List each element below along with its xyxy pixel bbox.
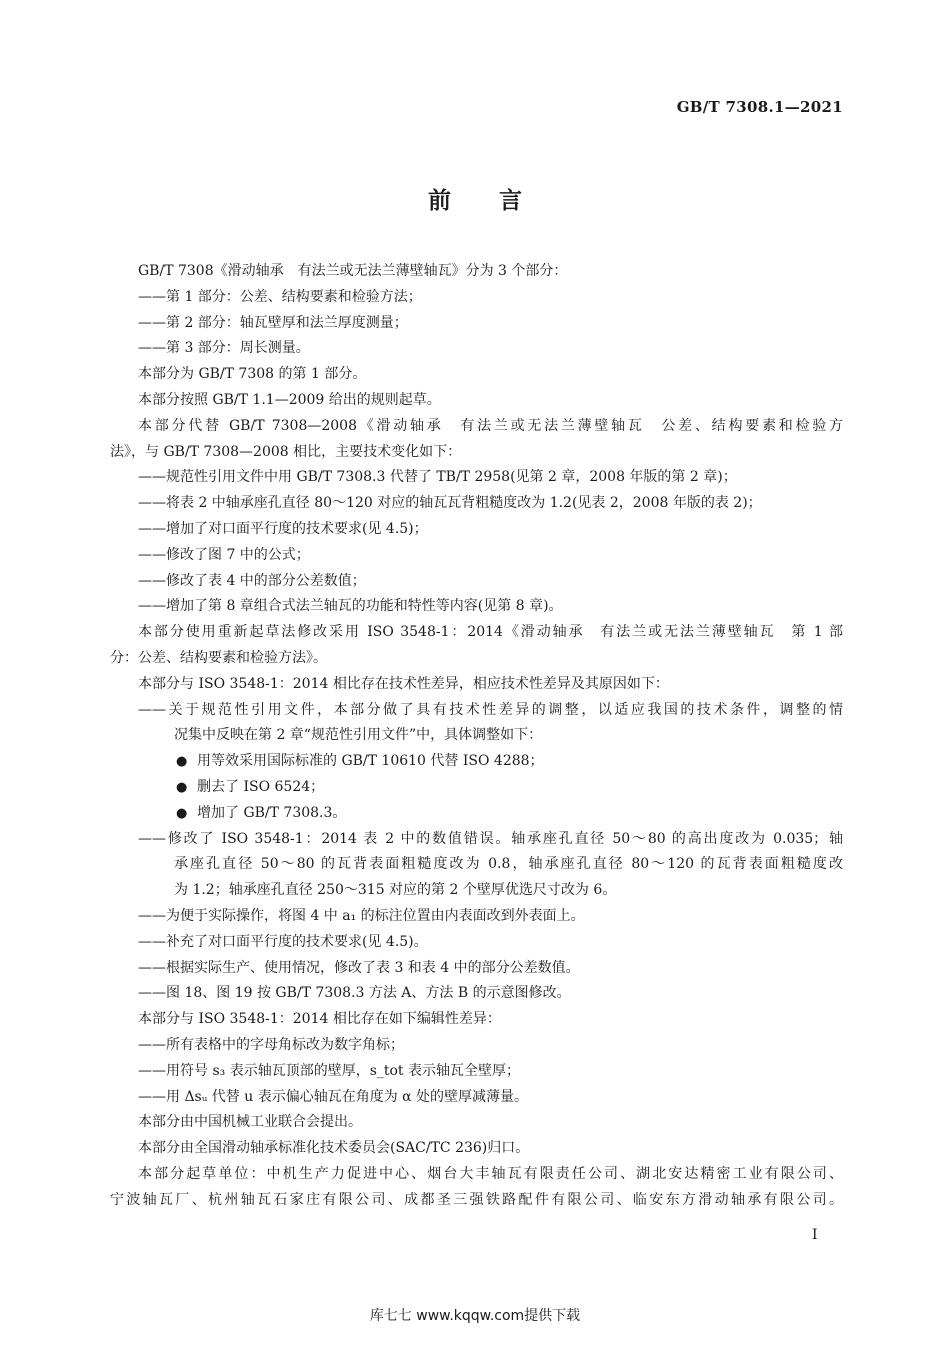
- list-item: ——根据实际生产、使用情况，修改了表 3 和表 4 中的部分公差数值。: [138, 959, 580, 976]
- list-item: ——修改了图 7 中的公式；: [138, 546, 310, 563]
- list-item: ——将表 2 中轴承座孔直径 80～120 对应的轴瓦瓦背粗糙度改为 1.2(见表 2，2008 年版的表 2)；: [138, 495, 762, 512]
- list-item: ——补充了对口面平行度的技术要求(见 4.5)。: [138, 933, 428, 950]
- standard-code: GB/T 7308.1—2021: [676, 98, 843, 116]
- page-title: 前言: [428, 188, 570, 214]
- paragraph: 本部分由全国滑动轴承标准化技术委员会(SAC/TC 236)归口。: [138, 1140, 530, 1157]
- paragraph: 本部分由中国机械工业联合会提出。: [138, 1114, 362, 1131]
- list-item: ——用符号 s₃ 表示轴瓦顶部的壁厚，s_tot 表示轴瓦全壁厚；: [138, 1062, 521, 1079]
- list-item: ——用 Δsᵤ 代替 u 表示偏心轴瓦在角度为 α 处的壁厚减薄量。: [138, 1088, 529, 1105]
- foreword-body: [110, 259, 843, 1213]
- paragraph: 本部分按照 GB/T 1.1—2009 给出的规则起草。: [138, 391, 441, 408]
- bullet-icon: ●: [176, 779, 188, 795]
- paragraph: 本部分起草单位：中机生产力促进中心、烟台大丰轴瓦有限责任公司、湖北安达精密工业有限公司、: [138, 1165, 843, 1182]
- bullet-icon: ●: [176, 754, 188, 770]
- paragraph: 本部分代替 GB/T 7308—2008《滑动轴承 有法兰或无法兰薄壁轴瓦 公差、结构要素和检验方: [138, 417, 843, 434]
- page-number: I: [812, 1227, 818, 1243]
- paragraph: 本部分与 ISO 3548-1：2014 相比存在技术性差异，相应技术性差异及其原因如下：: [138, 675, 669, 692]
- bullet-text: 增加了 GB/T 7308.3。: [197, 804, 347, 821]
- paragraph: GB/T 7308《滑动轴承 有法兰或无法兰薄壁轴瓦》分为 3 个部分：: [138, 263, 568, 279]
- list-item: ——修改了表 4 中的部分公差数值；: [138, 572, 366, 589]
- list-item: ——第 2 部分：轴瓦壁厚和法兰厚度测量；: [138, 314, 408, 331]
- list-item-continued: 况集中反映在第 2 章“规范性引用文件”中，具体调整如下：: [174, 727, 543, 744]
- bullet-item: [110, 801, 843, 827]
- bullet-text: 用等效采用国际标准的 GB/T 10610 代替 ISO 4288；: [197, 753, 544, 770]
- paragraph: 本部分与 ISO 3548-1：2014 相比存在如下编辑性差异：: [138, 1011, 501, 1028]
- list-item: ——第 1 部分：公差、结构要素和检验方法；: [138, 288, 422, 305]
- bullet-text: 删去了 ISO 6524；: [197, 778, 325, 795]
- list-item: ——增加了对口面平行度的技术要求(见 4.5)；: [138, 520, 428, 537]
- list-item-continued: 为 1.2；轴承座孔直径 250～315 对应的第 2 个壁厚优选尺寸改为 6。: [174, 882, 617, 899]
- bullet-item: [110, 749, 843, 775]
- list-item: ——增加了第 8 章组合式法兰轴瓦的功能和特性等内容(见第 8 章)。: [138, 598, 563, 615]
- paragraph-continued: 法》，与 GB/T 7308—2008 相比，主要技术变化如下：: [110, 443, 462, 460]
- list-item-continued: 承座孔直径 50～80 的瓦背表面粗糙度改为 0.8，轴承座孔直径 80～120 的瓦背表面粗糙度改: [174, 856, 843, 873]
- bullet-icon: ●: [176, 805, 188, 821]
- footer-watermark: 库七七 www.kqqw.com提供下载: [369, 1308, 581, 1324]
- list-item: ——为便于实际操作，将图 4 中 a₁ 的标注位置由内表面改到外表面上。: [138, 907, 585, 924]
- paragraph-continued: 宁波轴瓦厂、杭州轴瓦石家庄有限公司、成都圣三强铁路配件有限公司、临安东方滑动轴承有限公司。: [110, 1191, 843, 1208]
- list-item: ——修改了 ISO 3548-1：2014 表 2 中的数值错误。轴承座孔直径 50～80 的高出度改为 0.035；轴: [138, 830, 843, 847]
- paragraph: 本部分为 GB/T 7308 的第 1 部分。: [138, 366, 367, 383]
- list-item: ——关于规范性引用文件，本部分做了具有技术性差异的调整，以适应我国的技术条件，调整的情: [138, 701, 843, 718]
- list-item: ——规范性引用文件中用 GB/T 7308.3 代替了 TB/T 2958(见第 2 章，2008 年版的第 2 章)；: [138, 469, 737, 486]
- list-item: ——所有表格中的字母角标改为数字角标；: [138, 1036, 404, 1053]
- list-item: ——第 3 部分：周长测量。: [138, 340, 310, 357]
- paragraph-continued: 分：公差、结构要素和检验方法》。: [110, 649, 327, 666]
- list-item: ——图 18、图 19 按 GB/T 7308.3 方法 A、方法 B 的示意图修改。: [138, 985, 571, 1002]
- paragraph: 本部分使用重新起草法修改采用 ISO 3548-1：2014《滑动轴承 有法兰或无法兰薄壁轴瓦 第 1 部: [138, 624, 843, 641]
- bullet-item: [110, 775, 843, 801]
